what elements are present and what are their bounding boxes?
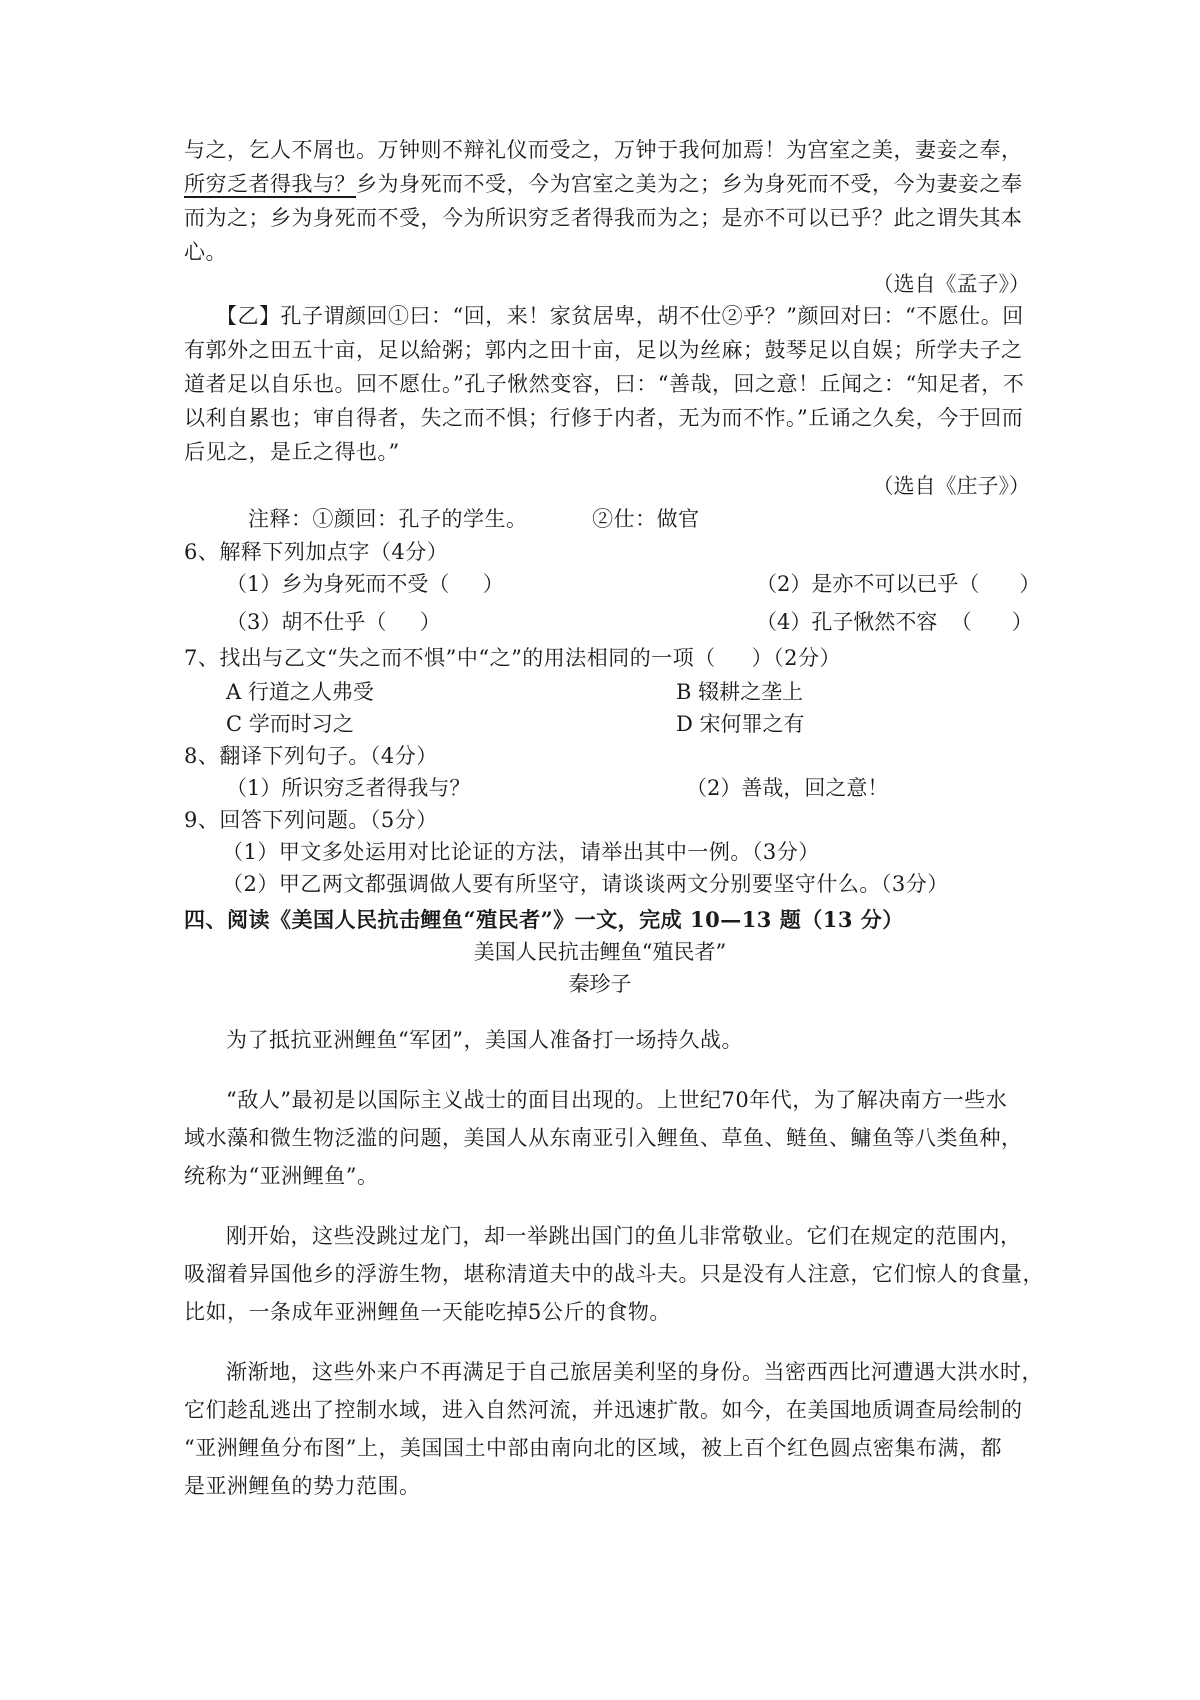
q6-item-2: （2）是亦不可以已乎（ ） (756, 572, 1041, 596)
passage-b-line-3: 道者足以自乐也。回不愿仕。”孔子愀然变容，曰：“善哉，回之意！丘闻之：“知足者，不 (184, 372, 1025, 396)
passage-a-line-4: 心。 (184, 240, 227, 264)
article-para-3-line-3: 比如，一条成年亚洲鲤鱼一天能吃掉5公斤的食物。 (184, 1300, 671, 1324)
article-para-4-line-2: 它们趁乱逃出了控制水域，进入自然河流，并迅速扩散。如今，在美国地质调查局绘制的 (184, 1398, 1023, 1422)
q7-option-b: B 辍耕之垄上 (676, 680, 804, 704)
q9-item-1: （1）甲文多处运用对比论证的方法，请举出其中一例。（3分） (222, 840, 820, 864)
underlined-phrase: 所穷乏者得我与？ (184, 172, 356, 196)
article-para-3-line-2: 吸溜着异国他乡的浮游生物，堪称清道夫中的战斗夫。只是没有人注意，它们惊人的食量， (184, 1262, 1044, 1286)
passage-b-note: 注释：①颜回：孔子的学生。 ②仕：做官 (248, 507, 700, 531)
q7-option-c: C 学而时习之 (226, 712, 354, 736)
article-para-3-line-1: 刚开始，这些没跳过龙门，却一举跳出国门的鱼儿非常敬业。它们在规定的范围内， (226, 1224, 1022, 1248)
article-para-2-line-1: “敌人”最初是以国际主义战士的面目出现的。上世纪70年代，为了解决南方一些水 (226, 1088, 1008, 1112)
q6-item-3: （3）胡不仕乎（ ） (226, 610, 441, 634)
article-author: 秦珍子 (568, 972, 632, 996)
passage-b-line-2: 有郭外之田五十亩，足以給粥；郭内之田十亩，足以为丝麻；鼓琴足以自娱；所学夫子之 (184, 338, 1023, 362)
section-4-heading: 四、阅读《美国人民抗击鲤鱼“殖民者”》一文，完成 10—13 题（13 分） (184, 907, 904, 932)
q8-title: 8、翻译下列句子。（4分） (184, 744, 438, 768)
article-para-4-line-4: 是亚洲鲤鱼的势力范围。 (184, 1474, 421, 1498)
q7-option-d: D 宋何罪之有 (676, 712, 805, 736)
q7-title: 7、找出与乙文“失之而不惧”中“之”的用法相同的一项（ ）（2分） (184, 646, 842, 670)
q9-item-2: （2）甲乙两文都强调做人要有所坚守，请谈谈两文分别要坚守什么。（3分） (222, 872, 949, 896)
passage-b-line-4: 以利自累也；审自得者，失之而不惧；行修于内者，无为而不怍。”丘诵之久矣，今于回而 (184, 406, 1024, 430)
q6-item-4: （4）孔子愀然不容 （ ） (756, 610, 1033, 634)
passage-b-line-1: 【乙】孔子谓颜回①曰：“回，来！家贫居卑，胡不仕②乎？”颜回对曰：“不愿仕。回 (216, 304, 1024, 328)
passage-a-line-2-rest: 乡为身死而不受，今为宫室之美为之；乡为身死而不受，今为妻妾之奉 (356, 172, 1023, 196)
q6-title: 6、解释下列加点字（4分） (184, 540, 449, 564)
article-para-2-line-2: 域水藻和微生物泛滥的问题，美国人从东南亚引入鲤鱼、草鱼、鲢鱼、鳙鱼等八类鱼种， (184, 1126, 1023, 1150)
q8-item-2: （2）善哉，回之意！ (686, 776, 889, 800)
article-title: 美国人民抗击鲤鱼“殖民者” (473, 940, 727, 964)
passage-a-line-2 (184, 170, 1024, 198)
article-para-2-line-3: 统称为“亚洲鲤鱼”。 (184, 1164, 379, 1188)
article-para-1-line-1: 为了抵抗亚洲鲤鱼“军团”，美国人准备打一场持久战。 (226, 1028, 743, 1052)
passage-b-source: （选自《庄子》） (872, 474, 1030, 498)
q7-option-a: A 行道之人弗受 (226, 680, 374, 704)
article-para-4-line-1: 渐渐地，这些外来户不再满足于自己旅居美利坚的身份。当密西西比河遭遇大洪水时， (226, 1360, 1043, 1384)
passage-a-source: （选自《孟子》） (872, 272, 1030, 296)
passage-a-line-3: 而为之；乡为身死而不受，今为所识穷乏者得我而为之；是亦不可以已乎？此之谓失其本 (184, 206, 1023, 230)
passage-a-line-1: 与之，乞人不屑也。万钟则不辩礼仪而受之，万钟于我何加焉！为宫室之美，妻妾之奉， (184, 138, 1023, 162)
passage-b-line-5: 后见之，是丘之得也。” (184, 440, 400, 464)
q9-title: 9、回答下列问题。（5分） (184, 808, 438, 832)
q6-item-1: （1）乡为身死而不受（ ） (226, 572, 504, 596)
q8-item-1: （1）所识穷乏者得我与？ (226, 776, 471, 800)
article-para-4-line-3: “亚洲鲤鱼分布图”上，美国国土中部由南向北的区域，被上百个红色圆点密集布满，都 (184, 1436, 1002, 1460)
